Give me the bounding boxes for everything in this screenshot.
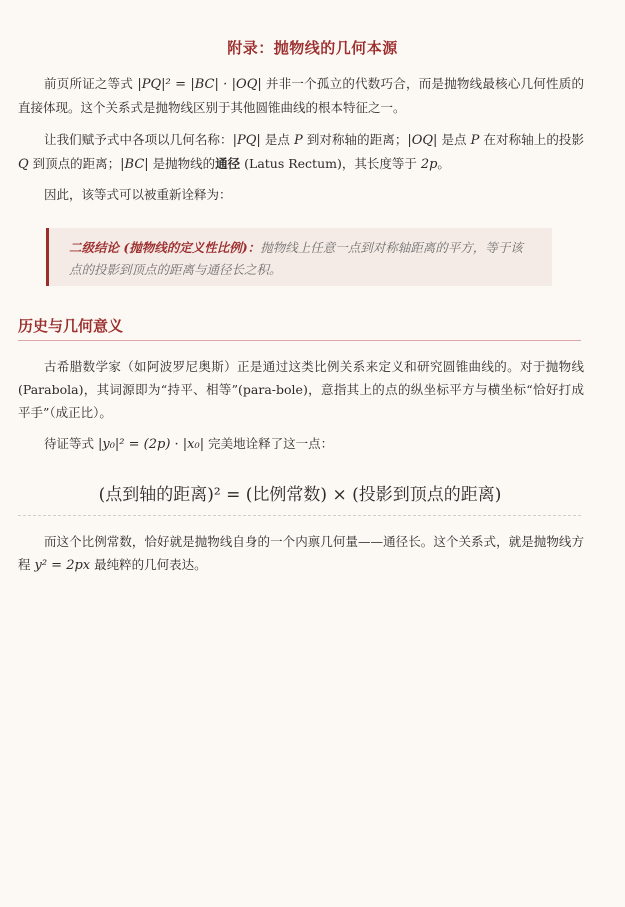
intro-text-2: 并非一个孤立的代数巧合，而是抛物线最核心几何性质的直接体现。这个关系式是抛物线区别于其他圆锥曲线的根本特征之一。 <box>18 76 584 115</box>
math-pq: |PQ| <box>232 133 261 148</box>
parabola-equation: y² = 2px <box>34 558 91 573</box>
math-2p: 2p <box>420 157 438 172</box>
naming-text-5: 在对称轴上的投影 <box>479 132 584 147</box>
naming-text-2: 是点 <box>260 132 295 147</box>
callout-text: 抛物线上任意一点到对称轴距离的平方，等于该点的投影到顶点的距离与通径长之积。 <box>69 240 523 277</box>
math-p-2: P <box>470 133 480 148</box>
closing-text-1: 而这个比例常数，恰好就是抛物线自身的一个内禀几何量——通径长。这个关系式，就是抛物线方程 <box>18 534 584 572</box>
intro-paragraph <box>18 72 584 119</box>
display-equation: (点到轴的距离)² = (比例常数) × (投影到顶点的距离) <box>98 485 502 505</box>
naming-text-4: 是点 <box>437 132 471 147</box>
math-oq: |OQ| <box>407 133 438 148</box>
naming-text-9: 。 <box>437 156 450 171</box>
math-p: P <box>294 133 303 148</box>
closing-text-2: 最纯粹的几何表达。 <box>90 557 207 572</box>
page-title: 附录：抛物线的几何本源 <box>227 39 398 57</box>
section-divider <box>18 340 581 341</box>
history-paragraph: 古希腊数学家（如阿波罗尼奥斯）正是通过这类比例关系来定义和研究圆锥曲线的。对于抛物线 (Parabola)，其词源即为“持平、相等”(para-bole)，意指其上的点的纵坐标平方与横坐标“恰好打成平手”（成正比）。 <box>18 359 584 420</box>
section-heading: 历史与几何意义 <box>18 317 124 335</box>
math-bc: |BC| <box>120 157 149 172</box>
intro-text-1: 前页所证之等式 <box>44 76 138 91</box>
naming-text-3: 到对称轴的距离； <box>302 132 408 147</box>
intro-equation: |PQ|² = |BC| · |OQ| <box>137 77 262 92</box>
conclusion-callout <box>46 228 552 286</box>
reinterpret-paragraph: 因此，该等式可以被重新诠释为： <box>44 187 232 202</box>
equation-text-1: 待证等式 <box>44 436 98 451</box>
equation-paragraph <box>18 432 584 456</box>
math-q: Q <box>18 157 29 172</box>
naming-text-8: (Latus Rectum)，其长度等于 <box>240 156 421 171</box>
naming-paragraph <box>18 128 584 176</box>
dashed-divider <box>18 515 581 516</box>
equation-text-2: 完美地诠释了这一点： <box>204 436 334 451</box>
target-equation: |y₀|² = (2p) · |x₀| <box>97 437 205 452</box>
term-latus-rectum: 通径 <box>215 156 241 171</box>
callout-label: 二级结论 (抛物线的定义性比例)： <box>69 240 261 255</box>
naming-text-7: 是抛物线的 <box>148 156 216 171</box>
closing-paragraph <box>18 530 584 577</box>
naming-text-1: 让我们赋予式中各项以几何名称： <box>44 132 233 147</box>
naming-text-6: 到顶点的距离； <box>28 156 121 171</box>
